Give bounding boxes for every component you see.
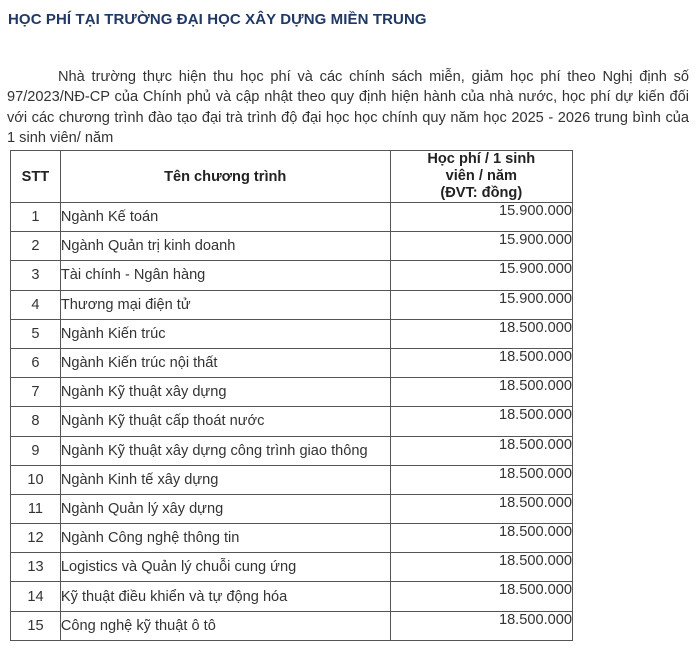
row-stt: 6 <box>11 348 61 377</box>
header-fee <box>390 151 572 203</box>
row-stt: 15 <box>11 611 61 640</box>
row-fee: 18.500.000 <box>390 524 572 553</box>
table-row <box>11 582 573 611</box>
row-stt: 1 <box>11 203 61 232</box>
row-stt: 7 <box>11 378 61 407</box>
row-program: Công nghệ kỹ thuật ô tô <box>60 611 390 640</box>
row-fee: 18.500.000 <box>390 582 572 611</box>
row-stt: 8 <box>11 407 61 436</box>
row-program: Tài chính - Ngân hàng <box>60 261 390 290</box>
row-program: Logistics và Quản lý chuỗi cung ứng <box>60 553 390 582</box>
row-program: Ngành Kế toán <box>60 203 390 232</box>
table-row <box>11 494 573 523</box>
row-fee: 18.500.000 <box>390 407 572 436</box>
row-stt: 10 <box>11 465 61 494</box>
row-stt: 9 <box>11 436 61 465</box>
table-row <box>11 290 573 319</box>
table-row <box>11 378 573 407</box>
row-stt: 14 <box>11 582 61 611</box>
row-fee: 18.500.000 <box>390 611 572 640</box>
row-fee: 15.900.000 <box>390 290 572 319</box>
table-row <box>11 232 573 261</box>
row-program: Thương mại điện tử <box>60 290 390 319</box>
table-row <box>11 203 573 232</box>
table-row <box>11 436 573 465</box>
row-stt: 4 <box>11 290 61 319</box>
row-fee: 18.500.000 <box>390 553 572 582</box>
row-program: Ngành Quản trị kinh doanh <box>60 232 390 261</box>
row-program: Ngành Quản lý xây dựng <box>60 494 390 523</box>
header-stt: STT <box>11 151 61 203</box>
row-program: Ngành Kỹ thuật cấp thoát nước <box>60 407 390 436</box>
table-row <box>11 465 573 494</box>
row-program: Kỹ thuật điều khiển và tự động hóa <box>60 582 390 611</box>
intro-paragraph: Nhà trường thực hiện thu học phí và các chính sách miễn, giảm học phí theo Nghị định số 97/2023/NĐ-CP của Chính phủ và cập nhật theo quy định hiện hành của nhà nước, học phí dự kiến đối với các chương trình đào tạo đại trà trình độ đại học học chính quy năm học 2025 - 2026 trung bình của 1 sinh viên/ năm <box>7 68 689 147</box>
row-fee: 18.500.000 <box>390 378 572 407</box>
table-row <box>11 553 573 582</box>
table-row <box>11 348 573 377</box>
row-fee: 18.500.000 <box>390 465 572 494</box>
header-fee-line2: viên / năm <box>445 168 517 184</box>
row-fee: 18.500.000 <box>390 436 572 465</box>
row-stt: 2 <box>11 232 61 261</box>
row-fee: 15.900.000 <box>390 261 572 290</box>
row-fee: 18.500.000 <box>390 348 572 377</box>
row-stt: 12 <box>11 524 61 553</box>
row-stt: 13 <box>11 553 61 582</box>
row-fee: 15.900.000 <box>390 203 572 232</box>
table-row <box>11 319 573 348</box>
row-stt: 5 <box>11 319 61 348</box>
table-row <box>11 407 573 436</box>
table-row <box>11 524 573 553</box>
row-fee: 18.500.000 <box>390 319 572 348</box>
table-body <box>11 203 573 641</box>
row-stt: 11 <box>11 494 61 523</box>
row-program: Ngành Kinh tế xây dựng <box>60 465 390 494</box>
tuition-table <box>10 150 573 641</box>
row-program: Ngành Công nghệ thông tin <box>60 524 390 553</box>
header-program: Tên chương trình <box>60 151 390 203</box>
page-title: HỌC PHÍ TẠI TRƯỜNG ĐẠI HỌC XÂY DỰNG MIỀN TRUNG <box>8 11 427 28</box>
table-header-row <box>11 151 573 203</box>
table-row <box>11 611 573 640</box>
row-program: Ngành Kiến trúc <box>60 319 390 348</box>
row-fee: 15.900.000 <box>390 232 572 261</box>
row-stt: 3 <box>11 261 61 290</box>
row-fee: 18.500.000 <box>390 494 572 523</box>
row-program: Ngành Kỹ thuật xây dựng công trình giao thông <box>60 436 390 465</box>
row-program: Ngành Kiến trúc nội thất <box>60 348 390 377</box>
table-row <box>11 261 573 290</box>
row-program: Ngành Kỹ thuật xây dựng <box>60 378 390 407</box>
header-fee-line1: Học phí / 1 sinh <box>427 151 536 167</box>
header-fee-line3: (ĐVT: đồng) <box>440 185 523 201</box>
